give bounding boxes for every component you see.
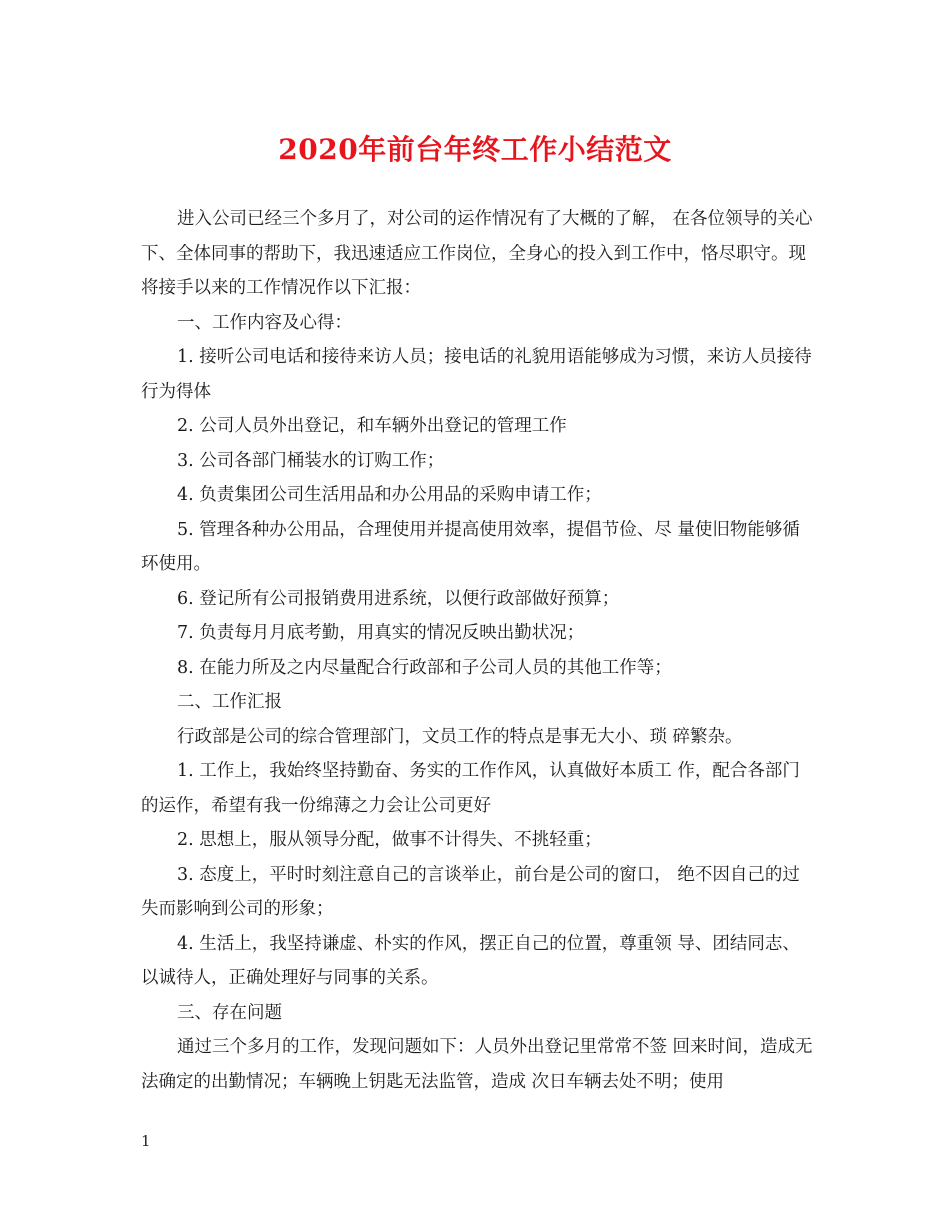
list-item: 1. 接听公司电话和接待来访人员；接电话的礼貌用语能够成为习惯，来访人员接待行为得体 [141, 347, 812, 402]
list-item: 6. 登记所有公司报销费用进系统，以便行政部做好预算； [177, 588, 620, 609]
page-number: 1 [141, 1132, 151, 1150]
list-item: 4. 生活上，我坚持谦虚、朴实的作风，摆正自己的位置，尊重领 导、团结同志、以诚待人，正确处理好与同事的关系。 [141, 933, 800, 988]
paragraph-section-2-intro: 行政部是公司的综合管理部门，文员工作的特点是事无大小、琐 碎繁杂。 [177, 726, 743, 747]
document-title: 2020年前台年终工作小结范文 [278, 133, 672, 166]
paragraph-section-3: 通过三个多月的工作，发现问题如下：人员外出登记里常常不签 回来时间，造成无法确定的出勤情况；车辆晚上钥匙无法监管，造成 次日车辆去处不明；使用 [141, 1037, 813, 1092]
section-heading-2: 二、工作汇报 [177, 692, 282, 712]
list-item: 3. 公司各部门桶装水的订购工作； [177, 450, 445, 471]
paragraph-intro: 进入公司已经三个多月了，对公司的运作情况有了大概的了解， 在各位领导的关心下、全体同事的帮助下，我迅速适应工作岗位，全身心的投入到工作中，恪尽职守。现将接手以来的工作情况作以下汇报： [141, 209, 813, 298]
list-item: 8. 在能力所及之内尽量配合行政部和子公司人员的其他工作等； [177, 657, 672, 678]
list-item: 1. 工作上，我始终坚持勤奋、务实的工作作风，认真做好本质工 作，配合各部门的运作，希望有我一份绵薄之力会让公司更好 [141, 761, 800, 816]
document-body [141, 202, 813, 1099]
section-heading-3: 三、存在问题 [177, 1002, 282, 1023]
section-heading-1: 一、工作内容及心得： [177, 312, 352, 333]
list-item: 5. 管理各种办公用品，合理使用并提高使用效率，提倡节俭、尽 量使旧物能够循环使用。 [141, 519, 800, 574]
list-item: 3. 态度上，平时时刻注意自己的言谈举止，前台是公司的窗口， 绝不因自己的过失而影响到公司的形象； [141, 864, 800, 919]
list-item: 4. 负责集团公司生活用品和办公用品的采购申请工作； [177, 485, 602, 505]
list-item: 7. 负责每月月底考勤，用真实的情况反映出勤状况； [177, 623, 585, 643]
list-item: 2. 思想上，服从领导分配，做事不计得失、不挑轻重； [177, 830, 602, 850]
list-item: 2. 公司人员外出登记，和车辆外出登记的管理工作 [177, 416, 567, 436]
